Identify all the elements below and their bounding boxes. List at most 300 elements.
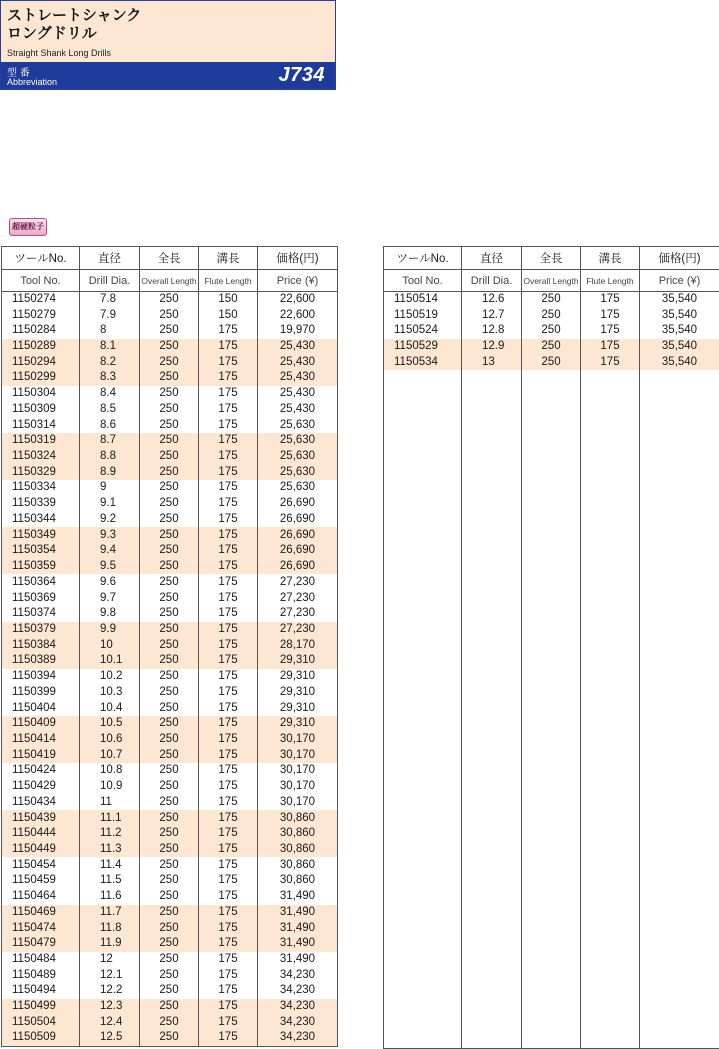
table-row <box>2 795 338 811</box>
drill-dia-cell: 11.1 <box>80 810 140 826</box>
table-row <box>2 590 338 606</box>
flute-length-cell: 175 <box>199 873 258 889</box>
flute-length-cell: 175 <box>199 1030 258 1046</box>
tool-no-cell: 1150434 <box>2 795 80 811</box>
price-cell: 30,170 <box>258 763 338 779</box>
drill-dia-cell: 12.8 <box>462 323 522 339</box>
price-cell: 30,170 <box>258 732 338 748</box>
drill-dia-cell: 11.6 <box>80 889 140 905</box>
price-cell: 27,230 <box>258 622 338 638</box>
price-cell: 29,310 <box>258 669 338 685</box>
drill-dia-cell: 9.8 <box>80 606 140 622</box>
overall-length-cell: 250 <box>140 496 199 512</box>
flute-length-cell: 175 <box>199 983 258 999</box>
tool-no-cell: 1150524 <box>384 323 462 339</box>
price-cell: 19,970 <box>258 323 338 339</box>
overall-length-cell: 250 <box>140 653 199 669</box>
price-cell: 30,170 <box>258 747 338 763</box>
table-row <box>2 433 338 449</box>
flute-length-cell: 175 <box>199 559 258 575</box>
overall-length-cell: 250 <box>140 716 199 732</box>
flute-length-cell: 175 <box>581 323 640 339</box>
overall-length-cell: 250 <box>140 826 199 842</box>
price-cell: 31,490 <box>258 936 338 952</box>
tool-no-cell: 1150439 <box>2 810 80 826</box>
abbreviation-bar <box>1 62 335 89</box>
flute-length-cell: 175 <box>199 512 258 528</box>
price-cell: 26,690 <box>258 512 338 528</box>
drill-dia-cell: 11 <box>80 795 140 811</box>
overall-length-cell: 250 <box>140 795 199 811</box>
drill-dia-cell: 10.9 <box>80 779 140 795</box>
flute-length-cell: 175 <box>199 999 258 1015</box>
flute-length-cell: 175 <box>581 292 640 308</box>
drill-dia-cell: 8.3 <box>80 370 140 386</box>
table-row <box>2 983 338 999</box>
table-row <box>2 559 338 575</box>
overall-length-cell: 250 <box>140 999 199 1015</box>
tool-no-cell: 1150289 <box>2 339 80 355</box>
flute-length-cell: 175 <box>199 370 258 386</box>
col-overall-jp: 全長 <box>522 247 581 270</box>
overall-length-cell: 250 <box>140 700 199 716</box>
flute-length-cell: 175 <box>199 653 258 669</box>
overall-length-cell: 250 <box>140 606 199 622</box>
overall-length-cell: 250 <box>140 543 199 559</box>
drill-dia-cell: 10.5 <box>80 716 140 732</box>
price-cell: 25,430 <box>258 354 338 370</box>
drill-dia-cell: 12.4 <box>80 1015 140 1031</box>
drill-dia-cell: 7.9 <box>80 307 140 323</box>
tool-no-cell: 1150459 <box>2 873 80 889</box>
flute-length-cell: 175 <box>199 464 258 480</box>
table-row <box>2 763 338 779</box>
drill-dia-cell: 10.1 <box>80 653 140 669</box>
table-row <box>2 716 338 732</box>
col-tool-en: Tool No. <box>2 270 80 292</box>
price-cell: 31,490 <box>258 920 338 936</box>
col-flute-en: Flute Length <box>199 270 258 292</box>
drill-dia-cell: 10.3 <box>80 684 140 700</box>
price-cell: 30,170 <box>258 779 338 795</box>
price-cell: 26,690 <box>258 527 338 543</box>
col-price-jp: 価格(円) <box>258 247 338 270</box>
col-flute-jp: 溝長 <box>581 247 640 270</box>
drill-dia-cell: 11.5 <box>80 873 140 889</box>
tool-no-cell: 1150414 <box>2 732 80 748</box>
flute-length-cell: 175 <box>199 417 258 433</box>
price-cell: 30,170 <box>258 795 338 811</box>
table-row <box>2 354 338 370</box>
tool-no-cell: 1150274 <box>2 292 80 308</box>
price-cell: 29,310 <box>258 716 338 732</box>
drill-dia-cell: 12.6 <box>462 292 522 308</box>
drill-dia-cell: 12.3 <box>80 999 140 1015</box>
flute-length-cell: 175 <box>199 795 258 811</box>
empty-row-space <box>384 370 719 1048</box>
table-row <box>2 905 338 921</box>
price-cell: 34,230 <box>258 1015 338 1031</box>
table-row <box>2 779 338 795</box>
table-row <box>2 543 338 559</box>
table-row <box>384 339 719 355</box>
overall-length-cell: 250 <box>140 480 199 496</box>
col-flute-en: Flute Length <box>581 270 640 292</box>
tool-no-cell: 1150454 <box>2 857 80 873</box>
price-cell: 25,630 <box>258 480 338 496</box>
overall-length-cell: 250 <box>140 1030 199 1046</box>
price-cell: 35,540 <box>640 339 719 355</box>
table-row <box>2 1030 338 1046</box>
tool-no-cell: 1150359 <box>2 559 80 575</box>
drill-dia-cell: 10.7 <box>80 747 140 763</box>
flute-length-cell: 175 <box>199 449 258 465</box>
table-row <box>2 700 338 716</box>
price-cell: 35,540 <box>640 292 719 308</box>
flute-length-cell: 175 <box>199 716 258 732</box>
price-cell: 25,430 <box>258 386 338 402</box>
tool-no-cell: 1150494 <box>2 983 80 999</box>
flute-length-cell: 175 <box>581 339 640 355</box>
title-en: Straight Shank Long Drills <box>7 48 112 58</box>
tool-no-cell: 1150354 <box>2 543 80 559</box>
price-cell: 29,310 <box>258 653 338 669</box>
tool-no-cell: 1150304 <box>2 386 80 402</box>
drill-dia-cell: 12.5 <box>80 1030 140 1046</box>
table-row <box>2 747 338 763</box>
table-row <box>2 622 338 638</box>
overall-length-cell: 250 <box>140 339 199 355</box>
drill-dia-cell: 9.4 <box>80 543 140 559</box>
col-dia-en: Drill Dia. <box>462 270 522 292</box>
price-cell: 34,230 <box>258 967 338 983</box>
drill-dia-cell: 8.6 <box>80 417 140 433</box>
flute-length-cell: 175 <box>199 700 258 716</box>
flute-length-cell: 175 <box>199 637 258 653</box>
table-row <box>2 417 338 433</box>
table-row <box>384 292 719 308</box>
table-row <box>384 323 719 339</box>
tool-no-cell: 1150489 <box>2 967 80 983</box>
flute-length-cell: 175 <box>199 936 258 952</box>
flute-length-cell: 175 <box>199 496 258 512</box>
table-row <box>2 669 338 685</box>
col-price-jp: 価格(円) <box>640 247 719 270</box>
overall-length-cell: 250 <box>140 402 199 418</box>
col-overall-en: Overall Length <box>522 270 581 292</box>
overall-length-cell: 250 <box>140 857 199 873</box>
flute-length-cell: 175 <box>199 622 258 638</box>
drill-dia-cell: 11.7 <box>80 905 140 921</box>
price-cell: 26,690 <box>258 559 338 575</box>
empty-cell <box>384 370 462 1048</box>
price-cell: 35,540 <box>640 307 719 323</box>
price-cell: 34,230 <box>258 983 338 999</box>
overall-length-cell: 250 <box>140 669 199 685</box>
price-cell: 34,230 <box>258 1030 338 1046</box>
drill-dia-cell: 11.8 <box>80 920 140 936</box>
overall-length-cell: 250 <box>140 983 199 999</box>
overall-length-cell: 250 <box>140 842 199 858</box>
tool-no-cell: 1150479 <box>2 936 80 952</box>
flute-length-cell: 175 <box>199 590 258 606</box>
table-row <box>2 936 338 952</box>
overall-length-cell: 250 <box>140 307 199 323</box>
overall-length-cell: 250 <box>140 810 199 826</box>
drill-dia-cell: 8.4 <box>80 386 140 402</box>
table-row <box>2 339 338 355</box>
tool-no-cell: 1150339 <box>2 496 80 512</box>
tool-no-cell: 1150299 <box>2 370 80 386</box>
table-row <box>2 920 338 936</box>
overall-length-cell: 250 <box>140 370 199 386</box>
table-row <box>2 889 338 905</box>
flute-length-cell: 175 <box>199 842 258 858</box>
col-dia-en: Drill Dia. <box>80 270 140 292</box>
overall-length-cell: 250 <box>140 763 199 779</box>
flute-length-cell: 175 <box>199 747 258 763</box>
overall-length-cell: 250 <box>140 1015 199 1031</box>
tool-no-cell: 1150424 <box>2 763 80 779</box>
overall-length-cell: 250 <box>140 354 199 370</box>
table-row <box>2 480 338 496</box>
drill-dia-cell: 12.2 <box>80 983 140 999</box>
table-row <box>2 1015 338 1031</box>
overall-length-cell: 250 <box>140 574 199 590</box>
overall-length-cell: 250 <box>140 559 199 575</box>
product-header <box>0 0 336 90</box>
drill-dia-cell: 8.2 <box>80 354 140 370</box>
table-row <box>2 732 338 748</box>
overall-length-cell: 250 <box>140 292 199 308</box>
col-tool-en: Tool No. <box>384 270 462 292</box>
overall-length-cell: 250 <box>140 386 199 402</box>
price-cell: 31,490 <box>258 889 338 905</box>
overall-length-cell: 250 <box>140 747 199 763</box>
overall-length-cell: 250 <box>140 590 199 606</box>
price-cell: 25,630 <box>258 449 338 465</box>
price-cell: 25,430 <box>258 370 338 386</box>
drill-dia-cell: 9.9 <box>80 622 140 638</box>
tool-no-cell: 1150464 <box>2 889 80 905</box>
overall-length-cell: 250 <box>140 637 199 653</box>
tool-no-cell: 1150429 <box>2 779 80 795</box>
drill-dia-cell: 11.9 <box>80 936 140 952</box>
product-code: J734 <box>278 64 325 86</box>
price-cell: 25,630 <box>258 464 338 480</box>
table-row <box>2 810 338 826</box>
spec-table-right <box>383 246 719 1049</box>
tool-no-cell: 1150444 <box>2 826 80 842</box>
overall-length-cell: 250 <box>140 622 199 638</box>
tool-no-cell: 1150449 <box>2 842 80 858</box>
flute-length-cell: 175 <box>199 574 258 590</box>
tool-no-cell: 1150279 <box>2 307 80 323</box>
overall-length-cell: 250 <box>140 527 199 543</box>
overall-length-cell: 250 <box>140 889 199 905</box>
flute-length-cell: 175 <box>581 354 640 370</box>
drill-dia-cell: 8.1 <box>80 339 140 355</box>
drill-dia-cell: 9 <box>80 480 140 496</box>
drill-dia-cell: 10.6 <box>80 732 140 748</box>
table-row <box>2 952 338 968</box>
flute-length-cell: 175 <box>199 433 258 449</box>
drill-dia-cell: 12.9 <box>462 339 522 355</box>
tool-no-cell: 1150419 <box>2 747 80 763</box>
drill-dia-cell: 8.9 <box>80 464 140 480</box>
price-cell: 25,630 <box>258 433 338 449</box>
empty-cell <box>462 370 522 1048</box>
drill-dia-cell: 9.6 <box>80 574 140 590</box>
table-row <box>2 386 338 402</box>
flute-length-cell: 175 <box>581 307 640 323</box>
price-cell: 22,600 <box>258 307 338 323</box>
flute-length-cell: 175 <box>199 857 258 873</box>
col-tool-jp: ツールNo. <box>2 247 80 270</box>
flute-length-cell: 175 <box>199 323 258 339</box>
price-cell: 26,690 <box>258 543 338 559</box>
price-cell: 34,230 <box>258 999 338 1015</box>
tool-no-cell: 1150309 <box>2 402 80 418</box>
overall-length-cell: 250 <box>140 732 199 748</box>
flute-length-cell: 175 <box>199 826 258 842</box>
tool-no-cell: 1150364 <box>2 574 80 590</box>
price-cell: 25,630 <box>258 417 338 433</box>
flute-length-cell: 175 <box>199 669 258 685</box>
tool-no-cell: 1150394 <box>2 669 80 685</box>
drill-dia-cell: 9.5 <box>80 559 140 575</box>
empty-cell <box>522 370 581 1048</box>
table-row <box>2 449 338 465</box>
col-overall-jp: 全長 <box>140 247 199 270</box>
table-row <box>2 684 338 700</box>
table-row <box>2 967 338 983</box>
table-row <box>2 323 338 339</box>
col-flute-jp: 溝長 <box>199 247 258 270</box>
table-row <box>2 999 338 1015</box>
overall-length-cell: 250 <box>140 417 199 433</box>
price-cell: 30,860 <box>258 842 338 858</box>
tool-no-cell: 1150349 <box>2 527 80 543</box>
tool-no-cell: 1150409 <box>2 716 80 732</box>
price-cell: 28,170 <box>258 637 338 653</box>
flute-length-cell: 175 <box>199 354 258 370</box>
tool-no-cell: 1150399 <box>2 684 80 700</box>
table-row <box>2 637 338 653</box>
title-jp-line1: ストレートシャンク <box>7 7 142 24</box>
price-cell: 25,430 <box>258 402 338 418</box>
drill-dia-cell: 9.7 <box>80 590 140 606</box>
flute-length-cell: 175 <box>199 889 258 905</box>
tool-no-cell: 1150369 <box>2 590 80 606</box>
flute-length-cell: 175 <box>199 810 258 826</box>
tool-no-cell: 1150529 <box>384 339 462 355</box>
drill-dia-cell: 12 <box>80 952 140 968</box>
flute-length-cell: 175 <box>199 920 258 936</box>
overall-length-cell: 250 <box>522 323 581 339</box>
tool-no-cell: 1150294 <box>2 354 80 370</box>
tool-no-cell: 1150389 <box>2 653 80 669</box>
table-row <box>2 464 338 480</box>
overall-length-cell: 250 <box>140 873 199 889</box>
flute-length-cell: 175 <box>199 402 258 418</box>
table-row <box>2 527 338 543</box>
flute-length-cell: 175 <box>199 905 258 921</box>
title-panel <box>1 1 335 62</box>
price-cell: 30,860 <box>258 826 338 842</box>
price-cell: 30,860 <box>258 857 338 873</box>
tool-no-cell: 1150374 <box>2 606 80 622</box>
overall-length-cell: 250 <box>140 779 199 795</box>
flute-length-cell: 175 <box>199 952 258 968</box>
flute-length-cell: 175 <box>199 339 258 355</box>
col-overall-en: Overall Length <box>140 270 199 292</box>
table-row <box>2 653 338 669</box>
col-tool-jp: ツールNo. <box>384 247 462 270</box>
overall-length-cell: 250 <box>140 967 199 983</box>
spec-table-left <box>1 246 338 1047</box>
tool-no-cell: 1150319 <box>2 433 80 449</box>
drill-dia-cell: 9.1 <box>80 496 140 512</box>
flute-length-cell: 150 <box>199 307 258 323</box>
drill-dia-cell: 13 <box>462 354 522 370</box>
flute-length-cell: 175 <box>199 732 258 748</box>
overall-length-cell: 250 <box>522 354 581 370</box>
col-price-en: Price (¥) <box>258 270 338 292</box>
table-row <box>2 826 338 842</box>
drill-dia-cell: 11.3 <box>80 842 140 858</box>
drill-dia-cell: 11.2 <box>80 826 140 842</box>
flute-length-cell: 175 <box>199 386 258 402</box>
tool-no-cell: 1150284 <box>2 323 80 339</box>
tool-no-cell: 1150499 <box>2 999 80 1015</box>
overall-length-cell: 250 <box>140 684 199 700</box>
table-row <box>384 354 719 370</box>
spec-rows-left <box>2 292 338 1047</box>
drill-dia-cell: 8.5 <box>80 402 140 418</box>
abbreviation-label-jp: 型 番 <box>7 68 30 79</box>
tool-no-cell: 1150474 <box>2 920 80 936</box>
table-row <box>2 857 338 873</box>
price-cell: 29,310 <box>258 684 338 700</box>
drill-dia-cell: 11.4 <box>80 857 140 873</box>
col-price-en: Price (¥) <box>640 270 719 292</box>
flute-length-cell: 150 <box>199 292 258 308</box>
overall-length-cell: 250 <box>522 339 581 355</box>
drill-dia-cell: 10.4 <box>80 700 140 716</box>
flute-length-cell: 175 <box>199 779 258 795</box>
drill-dia-cell: 12.7 <box>462 307 522 323</box>
table-row <box>2 307 338 323</box>
empty-cell <box>581 370 640 1048</box>
drill-dia-cell: 9.2 <box>80 512 140 528</box>
col-dia-jp: 直径 <box>462 247 522 270</box>
flute-length-cell: 175 <box>199 480 258 496</box>
tool-no-cell: 1150344 <box>2 512 80 528</box>
overall-length-cell: 250 <box>140 323 199 339</box>
overall-length-cell: 250 <box>140 905 199 921</box>
flute-length-cell: 175 <box>199 527 258 543</box>
drill-dia-cell: 10.2 <box>80 669 140 685</box>
flute-length-cell: 175 <box>199 763 258 779</box>
tool-no-cell: 1150504 <box>2 1015 80 1031</box>
overall-length-cell: 250 <box>522 307 581 323</box>
price-cell: 27,230 <box>258 590 338 606</box>
tool-no-cell: 1150329 <box>2 464 80 480</box>
table-row <box>2 292 338 308</box>
price-cell: 26,690 <box>258 496 338 512</box>
table-row <box>2 512 338 528</box>
